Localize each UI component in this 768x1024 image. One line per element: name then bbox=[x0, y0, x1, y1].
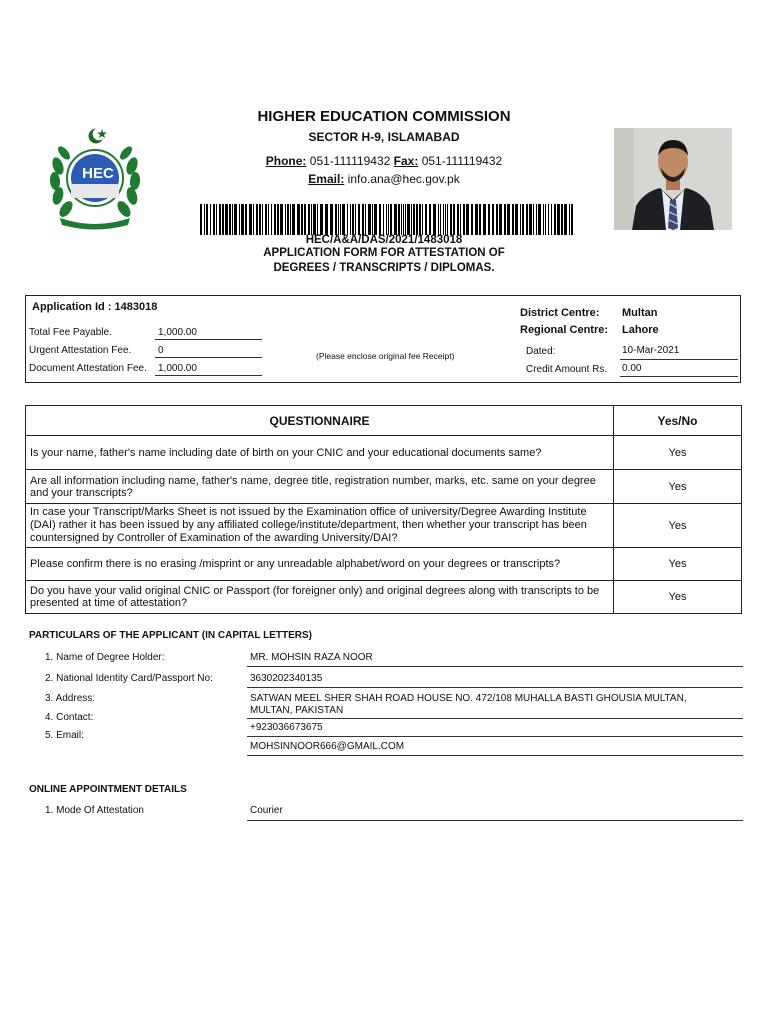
applicant-photo-icon bbox=[614, 128, 732, 230]
table-row bbox=[26, 581, 742, 614]
question-text: Are all information including name, father's name, degree title, registration number, marks, etc. same on your degree and your transcripts? bbox=[26, 470, 614, 504]
document-fee-value: 1,000.00 bbox=[155, 363, 262, 376]
urgent-fee-label: Urgent Attestation Fee. bbox=[29, 345, 132, 356]
urgent-fee-value: 0 bbox=[155, 345, 262, 358]
table-row bbox=[26, 470, 742, 504]
email-field-value: MOHSINNOOR666@GMAIL.COM bbox=[250, 741, 405, 752]
application-summary-box bbox=[25, 295, 741, 383]
email-field-label: 5. Email: bbox=[45, 730, 84, 741]
answer-text: Yes bbox=[614, 436, 742, 470]
cnic-label: 2. National Identity Card/Passport No: bbox=[45, 673, 213, 684]
question-text: Please confirm there is no erasing /misprint or any unreadable alphabet/word on your degrees or transcripts? bbox=[26, 548, 614, 581]
questionnaire-header: QUESTIONNAIRE bbox=[26, 406, 614, 436]
phone-value: 051-111119432 bbox=[309, 154, 391, 168]
question-text: Do you have your valid original CNIC or Passport (for foreigner only) and original degrees along with transcripts to be presented at time of attestation? bbox=[26, 581, 614, 614]
logo-text: HEC bbox=[82, 165, 114, 182]
question-text: Is your name, father's name including date of birth on your CNIC and your educational documents same? bbox=[26, 436, 614, 470]
email-underline bbox=[247, 755, 743, 756]
district-centre-value: Multan bbox=[622, 307, 658, 319]
form-title-line1: APPLICATION FORM FOR ATTESTATION OF bbox=[263, 247, 505, 259]
form-title-line2: DEGREES / TRANSCRIPTS / DIPLOMAS. bbox=[273, 262, 495, 274]
particulars-heading: PARTICULARS OF THE APPLICANT (IN CAPITAL LETTERS) bbox=[29, 630, 312, 641]
contact-underline bbox=[247, 736, 743, 737]
dated-label: Dated: bbox=[526, 346, 556, 357]
yes-no-header: Yes/No bbox=[614, 406, 742, 436]
phone-label: Phone: bbox=[265, 154, 307, 168]
org-address: SECTOR H-9, ISLAMABAD bbox=[308, 130, 460, 144]
answer-text: Yes bbox=[614, 504, 742, 548]
reference-number: HEC/A&A/DAS/2021/1483018 bbox=[305, 234, 463, 246]
credit-amount-label: Credit Amount Rs. bbox=[526, 364, 608, 375]
cnic-value: 3630202340135 bbox=[250, 673, 323, 684]
address-line2: MULTAN, PAKISTAN bbox=[250, 705, 344, 716]
appointment-heading: ONLINE APPOINTMENT DETAILS bbox=[29, 784, 187, 795]
total-fee-label: Total Fee Payable. bbox=[29, 327, 112, 338]
mode-underline bbox=[247, 820, 743, 821]
barcode-icon bbox=[200, 204, 574, 235]
contact-label: 4. Contact: bbox=[45, 712, 94, 723]
address-line1: SATWAN MEEL SHER SHAH ROAD HOUSE NO. 472/108 MUHALLA BASTI GHOUSIA MULTAN, bbox=[250, 693, 687, 704]
regional-centre-value: Lahore bbox=[622, 324, 659, 336]
address-label: 3. Address: bbox=[45, 693, 96, 704]
table-row bbox=[26, 548, 742, 581]
answer-text: Yes bbox=[614, 581, 742, 614]
district-centre-label: District Centre: bbox=[520, 307, 600, 319]
name-label: 1. Name of Degree Holder: bbox=[45, 652, 165, 663]
address-underline bbox=[247, 718, 743, 719]
contact-value: +923036673675 bbox=[250, 722, 323, 733]
application-id: Application Id : 1483018 bbox=[32, 301, 158, 313]
answer-text: Yes bbox=[614, 548, 742, 581]
applicant-photo bbox=[614, 128, 732, 230]
fax-value: 051-111119432 bbox=[421, 154, 503, 168]
email-label: Email: bbox=[308, 172, 345, 186]
fax-label: Fax: bbox=[393, 154, 419, 168]
name-underline bbox=[247, 666, 743, 667]
email-value: info.ana@hec.gov.pk bbox=[347, 172, 460, 186]
cnic-underline bbox=[247, 687, 743, 688]
credit-amount-value: 0.00 bbox=[620, 363, 738, 377]
question-text: In case your Transcript/Marks Sheet is not issued by the Examination office of university/Degree Awarding Institute (DAI) rather it has been issued by any affiliated college/institute/department, then whether your transcript has been countersigned by Controller of Examination of the awarding University/DAI? bbox=[26, 504, 614, 548]
total-fee-value: 1,000.00 bbox=[155, 327, 262, 340]
dated-value: 10-Mar-2021 bbox=[620, 345, 738, 360]
mode-value: Courier bbox=[250, 805, 283, 816]
form-title bbox=[0, 246, 768, 276]
document-fee-label: Document Attestation Fee. bbox=[29, 363, 147, 374]
table-row bbox=[26, 436, 742, 470]
org-name: HIGHER EDUCATION COMMISSION bbox=[257, 108, 511, 125]
mode-label: 1. Mode Of Attestation bbox=[45, 805, 144, 816]
table-row bbox=[26, 504, 742, 548]
questionnaire-table bbox=[25, 405, 742, 614]
answer-text: Yes bbox=[614, 470, 742, 504]
fee-receipt-note: (Please enclose original fee Receipt) bbox=[316, 351, 455, 361]
regional-centre-label: Regional Centre: bbox=[520, 324, 609, 336]
name-value: MR. MOHSIN RAZA NOOR bbox=[250, 652, 373, 663]
questionnaire-header-row bbox=[26, 406, 742, 436]
